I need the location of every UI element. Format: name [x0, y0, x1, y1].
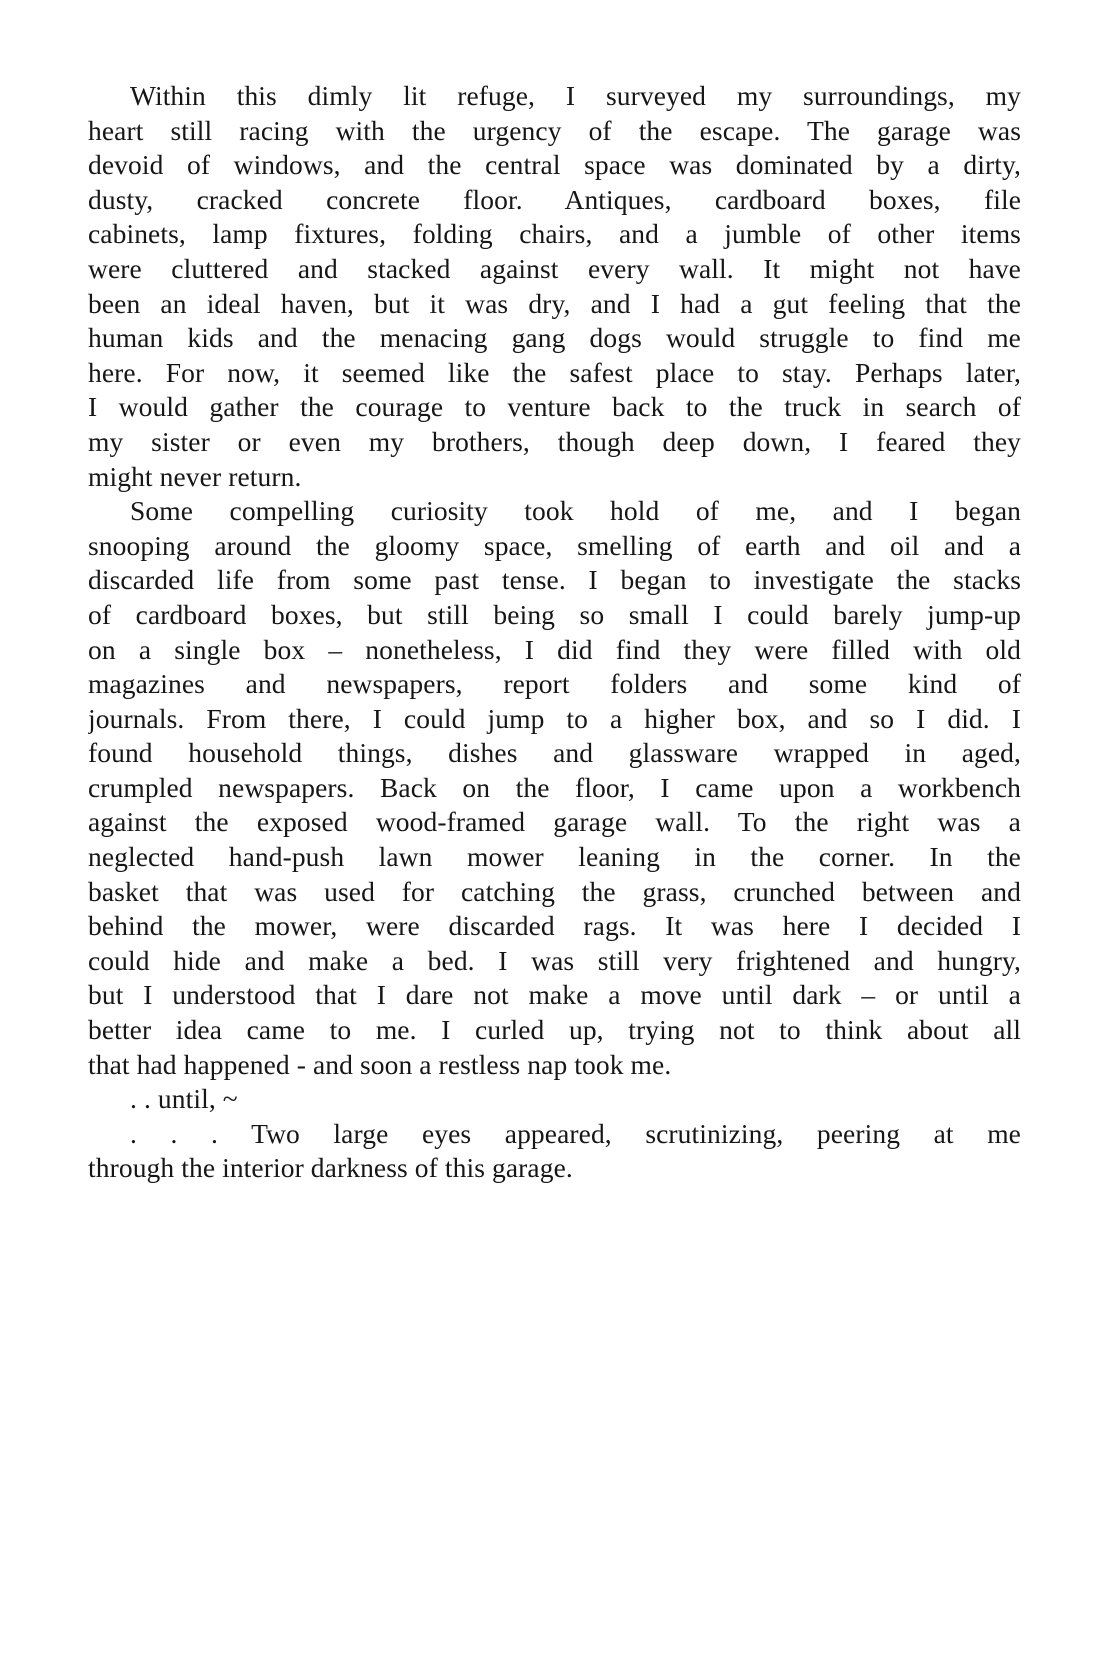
text-line: heart still racing with the urgency of the escape. The garage was [88, 114, 1021, 146]
text-line: through the interior darkness of this garage. [88, 1152, 573, 1184]
text-line: been an ideal haven, but it was dry, and I had a gut feeling that the [88, 287, 1021, 319]
text-line: Within this dimly lit refuge, I surveyed my surroundings, my [130, 80, 1021, 111]
text-line: better idea came to me. I curled up, trying not to think about all [88, 1014, 1021, 1046]
text-line: crumpled newspapers. Back on the floor, I came upon a workbench [88, 771, 1021, 803]
text-line: snooping around the gloomy space, smelling of earth and oil and a [88, 529, 1021, 561]
text-line: discarded life from some past tense. I began to investigate the stacks [88, 564, 1021, 596]
text-line: Some compelling curiosity took hold of me, and I began [130, 495, 1021, 527]
paragraph-2 [88, 494, 1021, 1082]
text-line: . . until, ~ [130, 1083, 238, 1115]
text-line: neglected hand-push lawn mower leaning in the corner. In the [88, 841, 1021, 873]
text-line: my sister or even my brothers, though deep down, I feared they [88, 425, 1021, 457]
page-text [88, 79, 1021, 1186]
paragraph-3 [88, 1082, 1021, 1117]
text-line: devoid of windows, and the central space was dominated by a dirty, [88, 149, 1021, 181]
text-line: found household things, dishes and glassware wrapped in aged, [88, 737, 1021, 769]
paragraph-4 [88, 1117, 1021, 1186]
paragraph-1 [88, 79, 1021, 494]
text-line: human kids and the menacing gang dogs would struggle to find me [88, 322, 1021, 354]
text-line: could hide and make a bed. I was still very frightened and hungry, [88, 944, 1021, 976]
text-line: basket that was used for catching the grass, crunched between and [88, 875, 1021, 907]
text-line: on a single box – nonetheless, I did find they were filled with old [88, 633, 1021, 665]
text-line: dusty, cracked concrete floor. Antiques, cardboard boxes, file [88, 183, 1021, 215]
text-line: cabinets, lamp fixtures, folding chairs, and a jumble of other items [88, 218, 1021, 250]
text-line: I would gather the courage to venture back to the truck in search of [88, 391, 1021, 423]
text-line: of cardboard boxes, but still being so small I could barely jump-up [88, 598, 1021, 630]
text-line: . . . Two large eyes appeared, scrutinizing, peering at me [130, 1117, 1021, 1149]
text-line: journals. From there, I could jump to a higher box, and so I did. I [88, 702, 1021, 734]
text-line: here. For now, it seemed like the safest place to stay. Perhaps later, [88, 356, 1021, 388]
text-line: but I understood that I dare not make a move until dark – or until a [88, 979, 1021, 1011]
text-line: behind the mower, were discarded rags. It was here I decided I [88, 910, 1021, 942]
text-line: were cluttered and stacked against every wall. It might not have [88, 252, 1021, 284]
text-line: against the exposed wood-framed garage wall. To the right was a [88, 806, 1021, 838]
text-line: that had happened - and soon a restless nap took me. [88, 1048, 672, 1080]
text-line: might never return. [88, 460, 302, 492]
text-line: magazines and newspapers, report folders and some kind of [88, 668, 1021, 700]
